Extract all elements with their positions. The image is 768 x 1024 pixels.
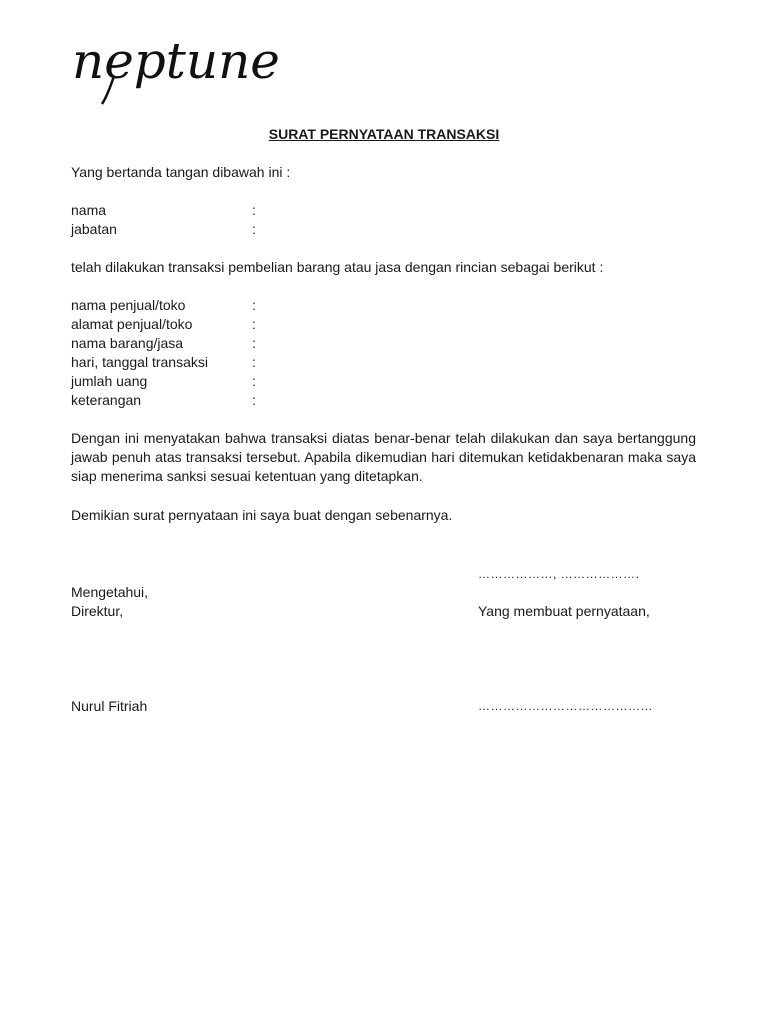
field-alamat-penjual (71, 315, 671, 334)
field-nama-penjual (71, 296, 671, 315)
field-colon: : (252, 316, 256, 332)
field-jabatan (71, 220, 671, 239)
field-label: nama penjual/toko (71, 297, 186, 313)
field-label: jumlah uang (71, 373, 148, 389)
field-colon: : (252, 354, 256, 370)
field-colon: : (252, 202, 256, 218)
field-nama-barang (71, 334, 671, 353)
field-label: alamat penjual/toko (71, 316, 193, 332)
field-label: nama (71, 202, 107, 218)
field-jumlah-uang (71, 372, 671, 391)
transaction-intro-text: telah dilakukan transaksi pembelian barang atau jasa dengan rincian sebagai berikut : (71, 259, 604, 275)
closing-text: Demikian surat pernyataan ini saya buat dengan sebenarnya. (71, 507, 453, 523)
place-date-placeholder: ………………, ………………. (478, 567, 640, 581)
declarant-label: Yang membuat pernyataan, (478, 603, 650, 619)
statement-paragraph: Dengan ini menyatakan bahwa transaksi diatas benar-benar telah dilakukan dan saya bertanggung jawab penuh atas transaksi tersebut. Apabila dikemudian hari ditemukan ketidakbenaran maka saya siap menerima sanksi sesuai ketentuan yang ditetapkan. (71, 430, 696, 484)
neptune-logo (70, 28, 280, 112)
acknowledged-label: Mengetahui, (71, 584, 149, 600)
field-label: jabatan (71, 221, 117, 237)
field-colon: : (252, 221, 256, 237)
field-label: hari, tanggal transaksi (71, 354, 208, 370)
field-colon: : (252, 392, 256, 408)
intro-text: Yang bertanda tangan dibawah ini : (71, 164, 291, 180)
field-label: keterangan (71, 392, 142, 408)
field-nama (71, 201, 671, 220)
director-label: Direktur, (71, 603, 124, 619)
declarant-name-placeholder: …………………………………… (478, 699, 653, 713)
field-keterangan (71, 391, 671, 410)
document-title: SURAT PERNYATAAN TRANSAKSI (268, 126, 500, 142)
field-colon: : (252, 335, 256, 351)
field-label: nama barang/jasa (71, 335, 184, 351)
field-tanggal-transaksi (71, 353, 671, 372)
logo-text: neptune (72, 32, 280, 90)
field-colon: : (252, 297, 256, 313)
director-name: Nurul Fitriah (71, 698, 148, 714)
field-colon: : (252, 373, 256, 389)
